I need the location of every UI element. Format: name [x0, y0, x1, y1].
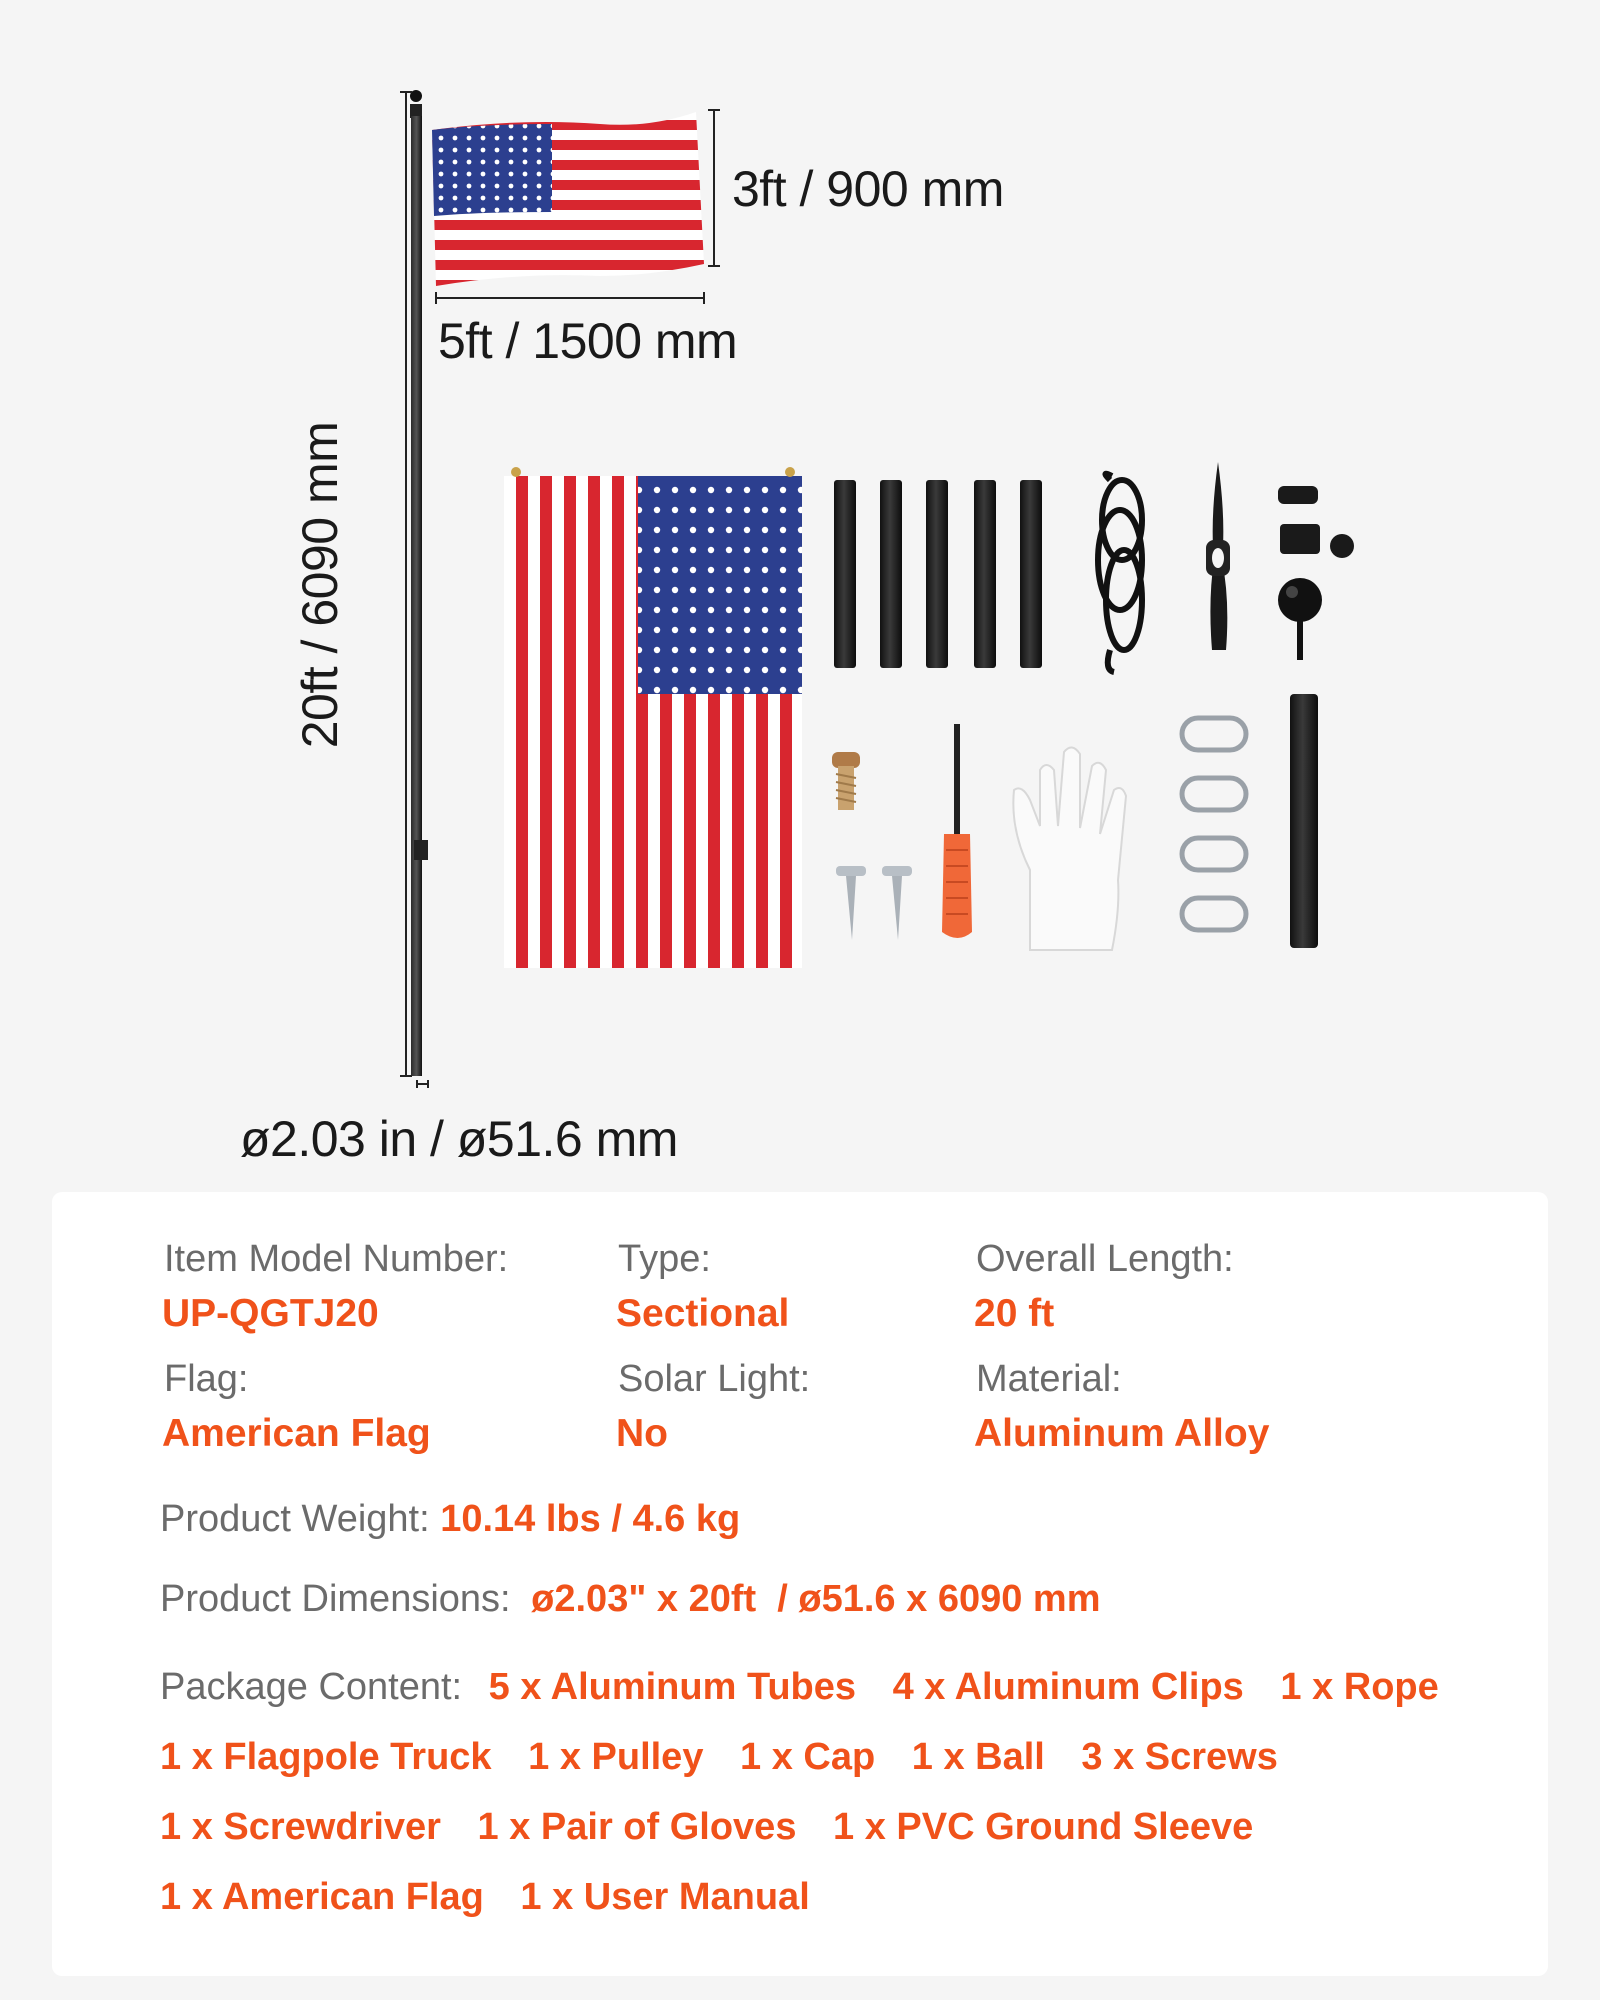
solar-label: Solar Light:: [618, 1358, 811, 1400]
gloves-icon: [1013, 747, 1126, 950]
length-label: Overall Length:: [976, 1238, 1234, 1280]
pole-height-label: 20ft / 6090 mm: [292, 421, 348, 749]
flagpole: [410, 90, 428, 1076]
flagpole-truck-icon: [1206, 462, 1230, 650]
dimensions-label: Product Dimensions:: [160, 1578, 511, 1620]
dimensions-value: ø2.03" x 20ft / ø51.6 x 6090 mm: [531, 1578, 1101, 1620]
package-item: 1 x Cap: [740, 1736, 876, 1778]
package-item: 1 x Pair of Gloves: [477, 1806, 797, 1848]
package-item: 1 x Flagpole Truck: [160, 1736, 492, 1778]
type-value: Sectional: [616, 1292, 790, 1335]
package-line-2: [160, 1736, 1304, 1779]
package-item: 1 x American Flag: [160, 1876, 484, 1918]
model-label: Item Model Number:: [164, 1238, 509, 1280]
flag-width-line: [436, 292, 704, 304]
ball-icon: [1278, 578, 1322, 660]
package-line-3: [160, 1806, 1279, 1849]
rope-icon: [1098, 474, 1142, 672]
flag-label: Flag:: [164, 1358, 249, 1400]
package-item: 1 x User Manual: [520, 1876, 810, 1918]
length-value: 20 ft: [974, 1292, 1055, 1335]
flag-vertical: [504, 467, 802, 968]
pulley-icon: [1278, 486, 1354, 558]
spec-card: [52, 1192, 1548, 1976]
package-item: 1 x Ball: [911, 1736, 1045, 1778]
package-item: 1 x Pulley: [528, 1736, 704, 1778]
material-value: Aluminum Alloy: [974, 1412, 1270, 1455]
aluminum-clips-icon: [1182, 718, 1246, 930]
dimensions-row: [160, 1578, 1101, 1621]
weight-value: 10.14 lbs / 4.6 kg: [440, 1498, 741, 1540]
type-label: Type:: [618, 1238, 711, 1280]
flag-height-line: [708, 110, 720, 266]
ground-sleeve-icon: [1290, 694, 1318, 948]
pole-diameter-label: ø2.03 in / ø51.6 mm: [240, 1111, 678, 1167]
package-item: 1 x Rope: [1280, 1666, 1439, 1708]
solar-value: No: [616, 1412, 668, 1455]
flag-width-label: 5ft / 1500 mm: [438, 313, 738, 369]
flag-value: American Flag: [162, 1412, 431, 1455]
package-label: Package Content:: [160, 1666, 463, 1708]
flag-height-label: 3ft / 900 mm: [732, 161, 1004, 217]
weight-row: [160, 1498, 740, 1541]
package-line-1: [160, 1666, 1465, 1709]
flag-on-pole: [432, 112, 704, 286]
aluminum-tubes: [834, 480, 1042, 668]
material-label: Material:: [976, 1358, 1122, 1400]
package-item: 1 x PVC Ground Sleeve: [833, 1806, 1254, 1848]
screwdriver-icon: [942, 724, 972, 938]
package-item: 1 x Screwdriver: [160, 1806, 441, 1848]
package-item: 4 x Aluminum Clips: [892, 1666, 1244, 1708]
package-item: 5 x Aluminum Tubes: [488, 1666, 857, 1708]
package-item: 3 x Screws: [1081, 1736, 1278, 1778]
model-value: UP-QGTJ20: [162, 1292, 379, 1335]
package-line-4: [160, 1876, 836, 1919]
weight-label: Product Weight:: [160, 1498, 430, 1540]
screws-icon: [832, 752, 912, 940]
